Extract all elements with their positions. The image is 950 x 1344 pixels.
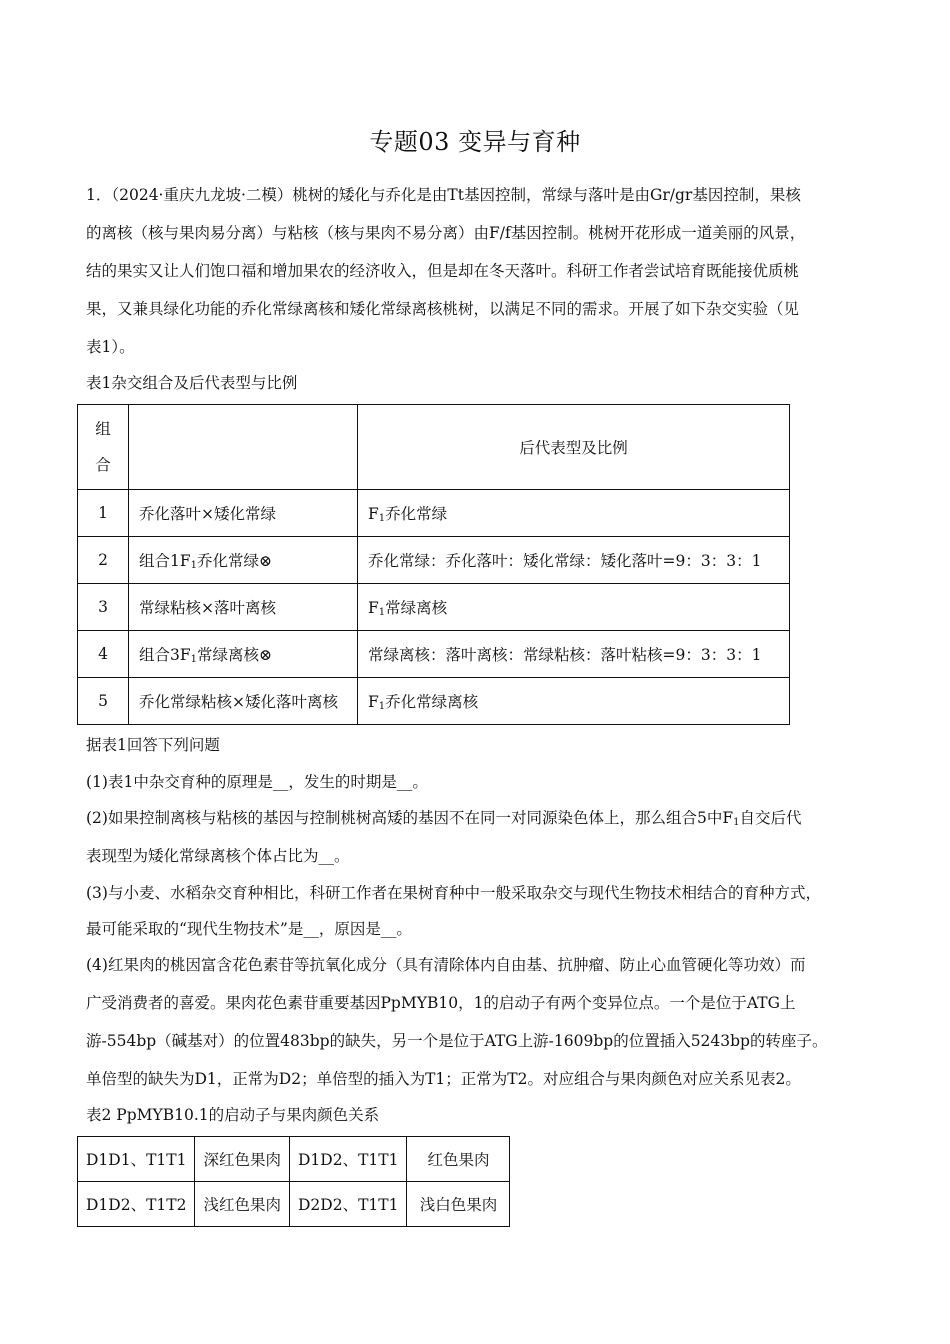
color-cell: 红色果肉 bbox=[407, 1137, 510, 1182]
cross-sub: 1 bbox=[190, 560, 197, 571]
result-sub: 1 bbox=[378, 607, 386, 618]
header-group-bottom: 合 bbox=[95, 456, 111, 474]
table-row bbox=[78, 631, 790, 678]
genotype-cell: D1D2、T1T2 bbox=[78, 1182, 195, 1227]
group-cell: 3 bbox=[78, 584, 129, 631]
subquestion-1: (1)表1中杂交育种的原理是__，发生的时期是__。 bbox=[86, 773, 428, 791]
table-row bbox=[78, 584, 790, 631]
subquestion-4-line-2: 广受消费者的喜爱。果肉花色素苷重要基因PpMYB10，1的启动子有两个变异位点。一个是位于ATG上 bbox=[86, 994, 796, 1012]
q2-text-b: 自交后代 bbox=[739, 809, 802, 827]
table1-caption: 表1杂交组合及后代表型与比例 bbox=[86, 374, 298, 392]
result-cell bbox=[358, 584, 790, 631]
genotype-cell: D2D2、T1T1 bbox=[290, 1182, 407, 1227]
intro-line-3: 结的果实又让人们饱口福和增加果农的经济收入，但是却在冬天落叶。科研工作者尝试培育既能接优质桃 bbox=[86, 262, 800, 280]
cross-text: 常绿离核⊗ bbox=[197, 646, 272, 664]
result-text: 乔化常绿离核 bbox=[385, 693, 479, 711]
after-table-text: 据表1回答下列问题 bbox=[86, 736, 220, 754]
group-cell: 4 bbox=[78, 631, 129, 678]
promoter-color-table bbox=[77, 1136, 510, 1227]
cross-prefix: 组合1F bbox=[139, 552, 191, 570]
cross-prefix: 组合3F bbox=[139, 646, 191, 664]
result-cell: 乔化常绿：乔化落叶：矮化常绿：矮化落叶=9：3：3：1 bbox=[358, 537, 790, 584]
header-group bbox=[78, 405, 129, 490]
intro-line-2: 的离核（核与果肉易分离）与粘核（核与果肉不易分离）由F/f基因控制。桃树开花形成一道美丽的风景， bbox=[86, 224, 806, 242]
subquestion-3-line-2: 最可能采取的“现代生物技术”是__，原因是__。 bbox=[86, 920, 412, 938]
result-cell: 常绿离核：落叶离核：常绿粘核：落叶粘核=9：3：3：1 bbox=[358, 631, 790, 678]
result-sub: 1 bbox=[378, 701, 386, 712]
cross-cell: 乔化落叶×矮化常绿 bbox=[129, 490, 358, 537]
result-prefix: F bbox=[368, 599, 379, 617]
cross-sub: 1 bbox=[190, 654, 197, 665]
subquestion-4-line-3: 游-554bp（碱基对）的位置483bp的缺失，另一个是位于ATG上游-1609bp的位置插入5243bp的转座子。 bbox=[86, 1032, 828, 1050]
result-prefix: F bbox=[368, 505, 379, 523]
result-prefix: F bbox=[368, 693, 379, 711]
subquestion-4-line-4: 单倍型的缺失为D1，正常为D2；单倍型的插入为T1；正常为T2。对应组合与果肉颜色对应关系见表2。 bbox=[86, 1070, 801, 1088]
intro-line-4: 果，又兼具绿化功能的乔化常绿离核和矮化常绿离核桃树，以满足不同的需求。开展了如下杂交实验（见 bbox=[86, 300, 800, 318]
subquestion-2-line-1 bbox=[86, 808, 801, 833]
table-row bbox=[78, 537, 790, 584]
table-header-row bbox=[78, 405, 790, 490]
result-text: 常绿离核 bbox=[385, 599, 448, 617]
color-cell: 浅白色果肉 bbox=[407, 1182, 510, 1227]
subquestion-3-line-1: (3)与小麦、水稻杂交育种相比，科研工作者在果树育种中一般采取杂交与现代生物技术相结合的育种方式， bbox=[86, 884, 821, 902]
result-text: 乔化常绿 bbox=[385, 505, 448, 523]
color-cell: 浅红色果肉 bbox=[195, 1182, 290, 1227]
genotype-cell: D1D2、T1T1 bbox=[290, 1137, 407, 1182]
page-title: 专题03 变异与育种 bbox=[369, 128, 581, 156]
cross-text: 乔化常绿⊗ bbox=[197, 552, 272, 570]
result-sub: 1 bbox=[378, 513, 386, 524]
header-cross bbox=[129, 405, 358, 490]
hybrid-table bbox=[77, 404, 790, 725]
header-group-top: 组 bbox=[95, 420, 111, 438]
subquestion-2-line-2: 表现型为矮化常绿离核个体占比为__。 bbox=[86, 847, 350, 865]
cross-cell bbox=[129, 537, 358, 584]
cross-cell: 乔化常绿粘核×矮化落叶离核 bbox=[129, 678, 358, 725]
q2-text-a: (2)如果控制离核与粘核的基因与控制桃树高矮的基因不在同一对同源染色体上，那么组合5中F bbox=[86, 809, 734, 827]
group-cell: 5 bbox=[78, 678, 129, 725]
table-row bbox=[78, 1182, 510, 1227]
color-cell: 深红色果肉 bbox=[195, 1137, 290, 1182]
subquestion-4-line-1: (4)红果肉的桃因富含花色素苷等抗氧化成分（具有清除体内自由基、抗肿瘤、防止心血管硬化等功效）而 bbox=[86, 956, 806, 974]
cross-cell: 常绿粘核×落叶离核 bbox=[129, 584, 358, 631]
table2-caption: 表2 PpMYB10.1的启动子与果肉颜色关系 bbox=[86, 1106, 380, 1124]
group-cell: 1 bbox=[78, 490, 129, 537]
result-cell bbox=[358, 490, 790, 537]
table-row bbox=[78, 678, 790, 725]
table-row bbox=[78, 1137, 510, 1182]
table-row bbox=[78, 490, 790, 537]
intro-line-1: 1．（2024·重庆九龙坡·二模）桃树的矮化与乔化是由Tt基因控制，常绿与落叶是由Gr/gr基因控制，果核 bbox=[86, 186, 801, 204]
group-cell: 2 bbox=[78, 537, 129, 584]
cross-cell bbox=[129, 631, 358, 678]
header-offspring: 后代表型及比例 bbox=[358, 405, 790, 490]
genotype-cell: D1D1、T1T1 bbox=[78, 1137, 195, 1182]
intro-line-5: 表1）。 bbox=[86, 338, 135, 356]
q2-sub: 1 bbox=[733, 817, 740, 828]
result-cell bbox=[358, 678, 790, 725]
